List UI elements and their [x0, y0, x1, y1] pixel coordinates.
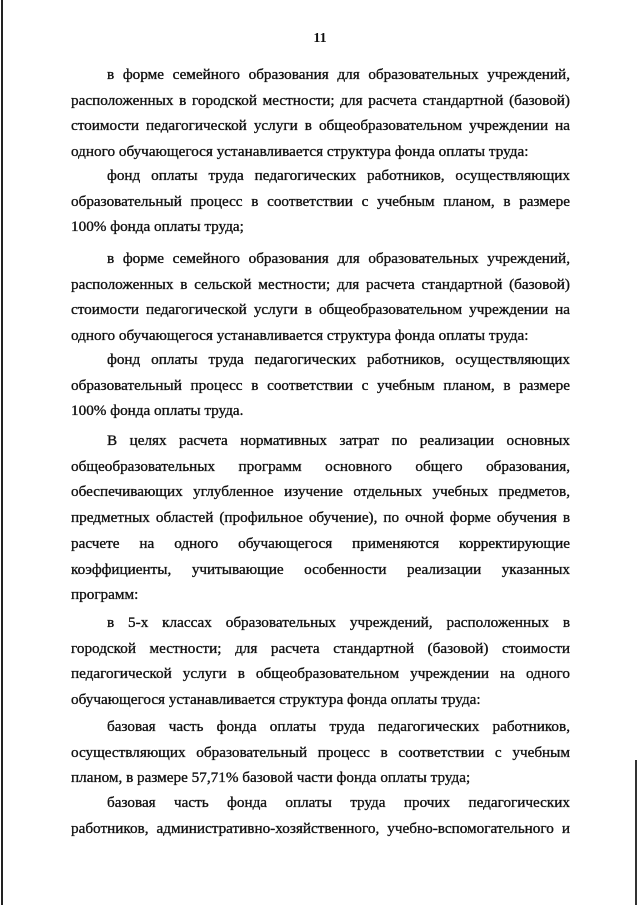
paragraph [71, 790, 570, 841]
text-line: образовательный процесс в соответствии с учебным планом, в размере [71, 376, 570, 394]
text-line: 100% фонда оплаты труда. [71, 402, 244, 420]
text-line: базовая часть фонда оплаты труда прочих педагогических [107, 794, 570, 811]
paragraph [71, 428, 570, 608]
text-line: фонд оплаты труда педагогических работников, осуществляющих [107, 167, 570, 184]
text-line: в 5-х классах образовательных учреждений, расположенных в [107, 614, 570, 631]
paragraph [71, 347, 570, 424]
text-line: стоимости педагогической услуги в общеобразовательном учреждении на [71, 117, 570, 135]
text-line: городской местности; для расчета стандартной (базовой) стоимости [71, 639, 570, 657]
scan-border-left [1, 0, 3, 905]
text-line: осуществляющих образовательный процесс в соответствии с учебным [71, 743, 570, 761]
text-line: педагогической услуги в общеобразовательном учреждении на одного [71, 665, 570, 683]
text-line: расположенных в городской местности; для расчета стандартной (базовой) [71, 91, 570, 109]
text-line: базовая часть фонда оплаты труда педагогических работников, [107, 718, 570, 735]
text-line: расчете на одного обучающегося применяются корректирующие [71, 534, 570, 552]
text-line: коэффициенты, учитывающие особенности реализации указанных [71, 560, 570, 578]
text-line: работников, административно-хозяйственного, учебно-вспомогательного и [71, 819, 570, 837]
text-line: одного обучающегося устанавливается структура фонда оплаты труда: [71, 143, 529, 161]
text-line: образовательный процесс в соответствии с учебным планом, в размере [71, 192, 570, 210]
paragraph [71, 246, 570, 349]
text-line: в форме семейного образования для образовательных учреждений, [107, 66, 570, 83]
text-line: обучающегося устанавливается структура фонда оплаты труда: [71, 691, 481, 709]
paragraph [71, 610, 570, 713]
paragraph [71, 714, 570, 791]
text-line: общеобразовательных программ основного общего образования, [71, 457, 570, 475]
text-line: обеспечивающих углубленное изучение отдельных учебных предметов, [71, 483, 570, 501]
text-line: 100% фонда оплаты труда; [71, 218, 244, 236]
paragraph [71, 163, 570, 240]
text-line: В целях расчета нормативных затрат по реализации основных [107, 432, 570, 449]
scan-border-right [635, 760, 637, 905]
text-line: стоимости педагогической услуги в общеобразовательном учреждении на [71, 301, 570, 319]
text-line: предметных областей (профильное обучение), по очной форме обучения в [71, 509, 570, 527]
text-line: планом, в размере 57,71% базовой части фонда оплаты труда; [71, 769, 471, 787]
page-number: 11 [313, 31, 327, 46]
text-line: в форме семейного образования для образовательных учреждений, [107, 250, 570, 267]
text-line: одного обучающегося устанавливается структура фонда оплаты труда: [71, 327, 529, 345]
text-line: программ: [71, 586, 139, 604]
text-line: фонд оплаты труда педагогических работников, осуществляющих [107, 351, 570, 368]
text-line: расположенных в сельской местности; для расчета стандартной (базовой) [71, 275, 570, 293]
paragraph [71, 62, 570, 165]
